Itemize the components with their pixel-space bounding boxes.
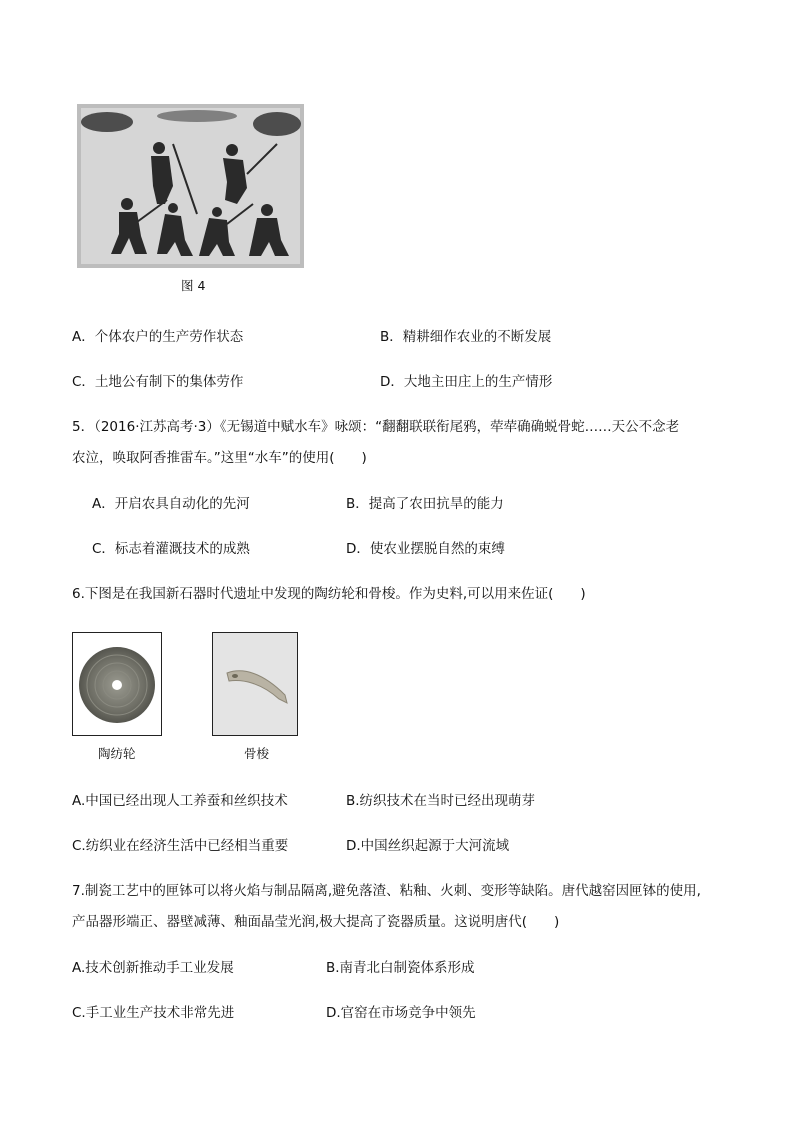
q7-option-b: B.南青北白制瓷体系形成 [326,960,475,976]
q6-option-a: A.中国已经出现人工养蚕和丝织技术 [72,793,288,809]
figure4-caption: 图 4 [181,278,206,293]
q4-option-b: B．精耕细作农业的不断发展 [380,329,552,345]
q7-stem-line1: 7.制瓷工艺中的匣钵可以将火焰与制品隔离,避免落渣、粘釉、火刺、变形等缺陷。唐代越窑因匣钵的使用, [72,883,701,899]
q4-option-d: D．大地主田庄上的生产情形 [380,374,553,390]
q5-option-a: A．开启农具自动化的先河 [92,496,250,512]
q7-option-a: A.技术创新推动手工业发展 [72,960,234,976]
figure4-rubbing-image [77,104,304,268]
spindle-whorl-image [72,632,162,736]
q5-stem-line1: 5．（2016·江苏高考·3）《无锡道中赋水车》咏颂：“翻翻联联衔尾鸦，荦荦确确蜕骨蛇……天公不念老 [72,419,680,435]
bone-shuttle-drawing [213,633,297,735]
bone-shuttle-caption: 骨梭 [244,746,270,761]
q7-stem-line2: 产品器形端正、器壁减薄、釉面晶莹光润,极大提高了瓷器质量。这说明唐代( ) [72,914,560,930]
q6-option-c: C.纺织业在经济生活中已经相当重要 [72,838,289,854]
spindle-whorl-drawing [73,633,161,735]
q4-option-a: A．个体农户的生产劳作状态 [72,329,244,345]
q7-option-d: D.官窑在市场竞争中领先 [326,1005,476,1021]
q7-option-c: C.手工业生产技术非常先进 [72,1005,235,1021]
q6-stem: 6.下图是在我国新石器时代遗址中发现的陶纺轮和骨梭。作为史料,可以用来佐证( ) [72,586,586,602]
spindle-whorl-caption: 陶纺轮 [98,746,136,761]
bone-shuttle-image [212,632,298,736]
q4-option-c: C．土地公有制下的集体劳作 [72,374,244,390]
q5-option-b: B．提高了农田抗旱的能力 [346,496,504,512]
q6-option-b: B.纺织技术在当时已经出现萌芽 [346,793,536,809]
q5-option-c: C．标志着灌溉技术的成熟 [92,541,250,557]
q6-option-d: D.中国丝织起源于大河流域 [346,838,510,854]
q5-option-d: D．使农业摆脱自然的束缚 [346,541,505,557]
q5-stem-line2: 农泣，唤取阿香推雷车。”这里“水车”的使用( ) [72,450,367,466]
